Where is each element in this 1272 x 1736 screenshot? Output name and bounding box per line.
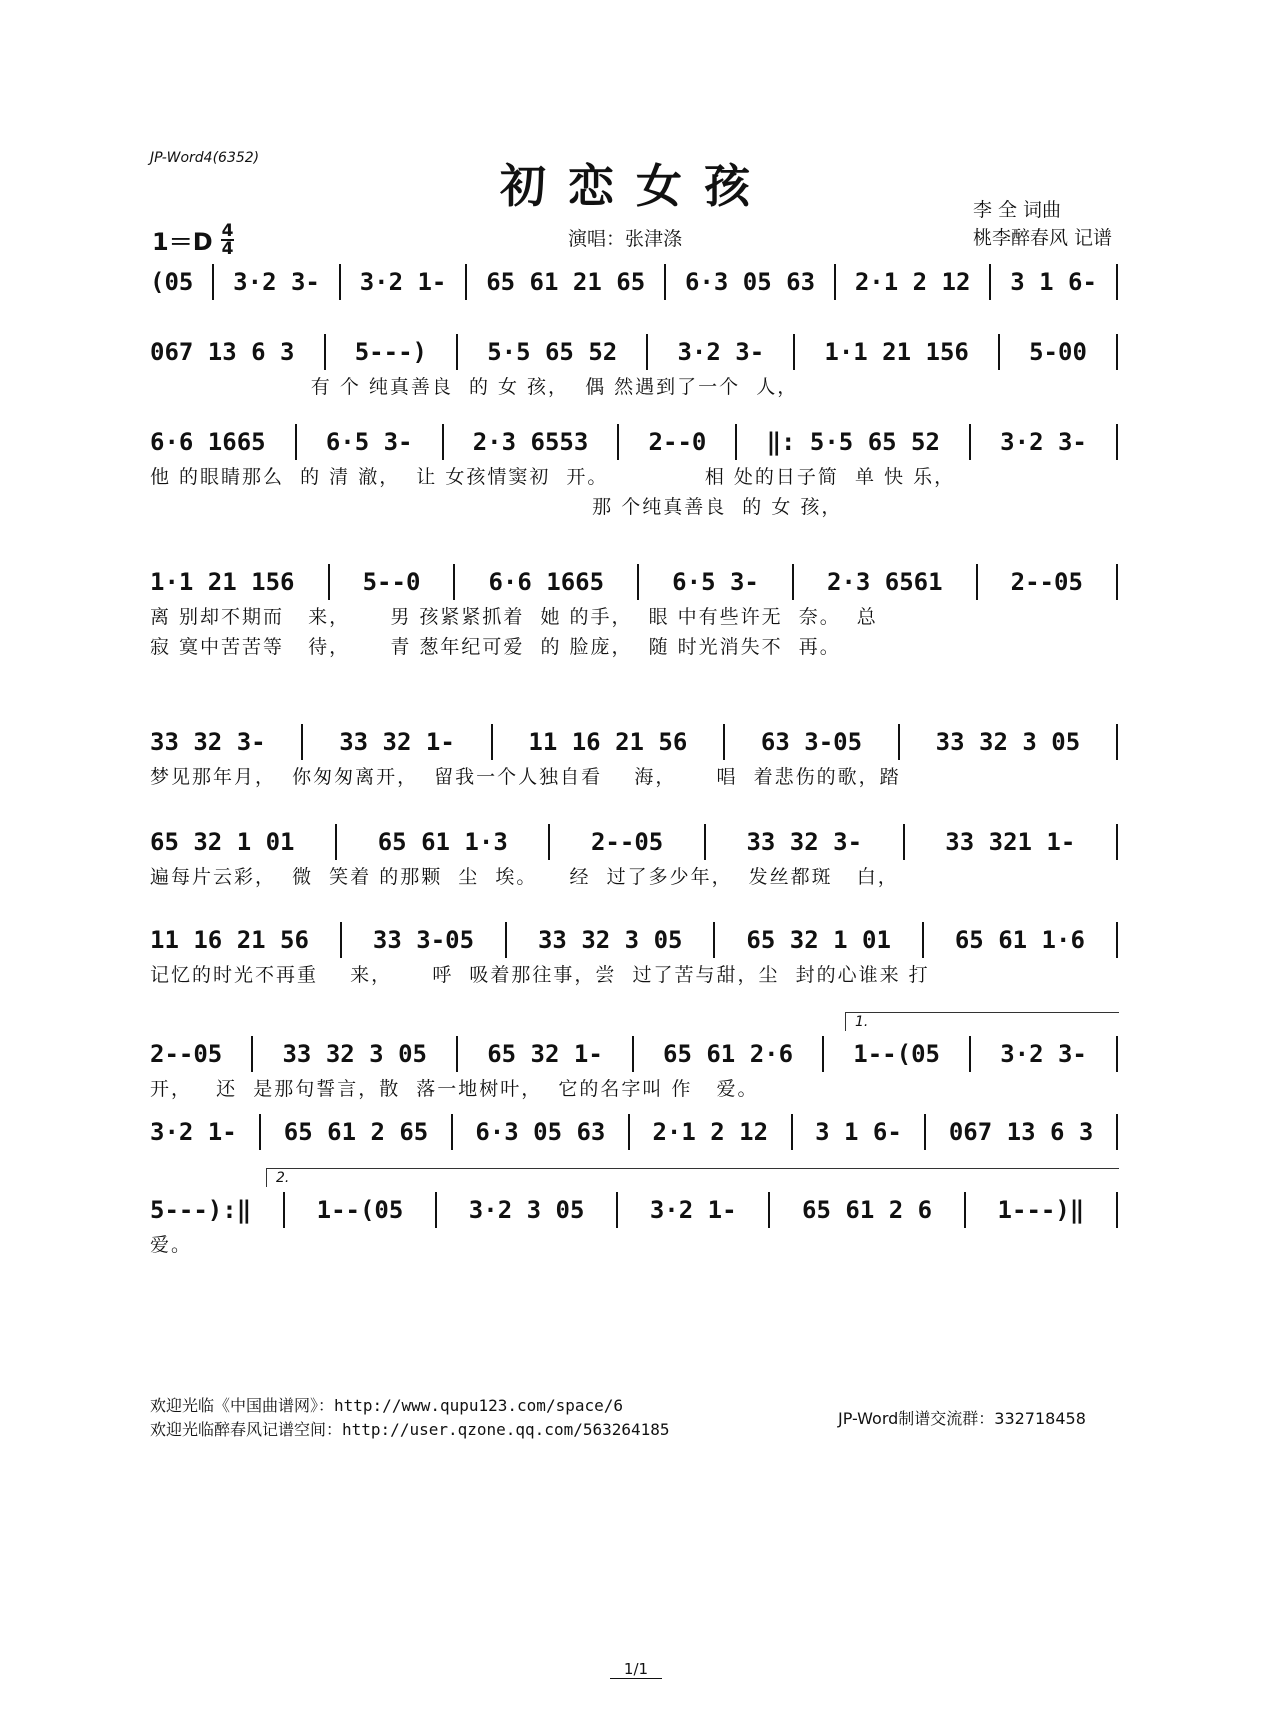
notes-row [150,722,1118,762]
measure: 2--05 [590,828,664,856]
footer-link-2 [150,1418,670,1442]
barline [1116,1192,1118,1228]
barline [1116,1036,1118,1072]
barline [465,264,467,300]
barline [768,1192,770,1228]
volta-label: 1. [855,1014,869,1030]
measure: 33 32 3- [150,728,266,756]
barline [617,424,619,460]
barline [1116,334,1118,370]
measure: (05 [150,268,194,296]
measure: 1--(05 [316,1196,404,1224]
barline [628,1114,630,1150]
measure: 6·3 05 63 [684,268,816,296]
measure: 2--0 [648,428,707,456]
measure: 3·2 3 05 [468,1196,585,1224]
measure: 067 13 6 3 [150,338,295,366]
lyric-line: 梦见那年月， 你匆匆离开， 留我一个人独自看 海， 唱 着悲伤的歌，踏 [150,766,901,788]
notes-row [150,422,1118,462]
measure: 3·2 1- [649,1196,737,1224]
barline [922,922,924,958]
barline [251,1036,253,1072]
measure: 65 61 2·6 [663,1040,794,1068]
score-system [150,822,1118,892]
score-system [150,262,1118,302]
barline [637,564,639,600]
footer-link-2-url[interactable]: http://user.qzone.qq.com/563264185 [342,1420,670,1439]
barline [723,724,725,760]
notes-row [150,1112,1118,1152]
measure: 65 32 1 01 [746,926,891,954]
notes-row [150,562,1118,602]
barline [442,424,444,460]
measure: 33 321 1- [945,828,1076,856]
song-title: 初恋女孩 [500,159,772,213]
footer-link-1-url[interactable]: http://www.qupu123.com/space/6 [334,1396,623,1415]
notes-row [150,1190,1118,1230]
barline [969,1036,971,1072]
measure: 1--(05 [853,1040,940,1068]
barline [1116,724,1118,760]
barline [491,724,493,760]
notes-row [150,262,1118,302]
barline [324,334,326,370]
measure: 65 61 2 6 [802,1196,933,1224]
credits-block [973,196,1112,252]
barline [822,1036,824,1072]
measure: 5--0 [362,568,421,596]
barline [792,564,794,600]
measure: 65 32 1- [487,1040,603,1068]
lyricist-composer: 李 全 词曲 [972,199,1062,221]
measure: 11 16 21 56 [528,728,688,756]
measure: ‖: 5·5 65 52 [766,428,940,456]
time-signature [221,220,235,259]
lyric-line: 他 的眼睛那么 的 清 澈， 让 女孩情窦初 开。 相 处的日子简 单 快 乐， [150,466,956,488]
measure: 2·1 2 12 [854,268,971,296]
barline [989,264,991,300]
barline [1116,264,1118,300]
barline [283,1192,285,1228]
barline [295,424,297,460]
barline [435,1192,437,1228]
score-system [150,332,1118,402]
barline [998,334,1000,370]
measure: 2·1 2 12 [652,1118,769,1146]
measure: 6·6 1665 [488,568,605,596]
barline [616,1192,618,1228]
barline [713,922,715,958]
lyric-line: 记忆的时光不再重 来， 呼 吸着那往事，尝 过了苦与甜，尘 封的心谁来 打 [150,964,930,986]
barline [451,1114,453,1150]
footer-link-2-label: 欢迎光临醉春风记谱空间： [150,1420,343,1439]
measure: 33 32 3 05 [935,728,1081,756]
barline [976,564,978,600]
measure: 1·1 21 156 [824,338,969,366]
measure: 2--05 [1010,568,1083,596]
lyric-line: 开， 还 是那句誓言，散 落一地树叶， 它的名字叫 作 爱。 [150,1078,759,1100]
measure: 3·2 1- [359,268,447,296]
measure: 33 3-05 [372,926,475,954]
key-signature [152,222,234,257]
time-denominator: 4 [221,238,234,259]
measure: 3·2 1- [150,1118,237,1146]
barline [969,424,971,460]
barline [704,824,706,860]
footer-link-1-label: 欢迎光临《中国曲谱网》： [150,1396,335,1415]
barline [548,824,550,860]
footer-link-1 [150,1394,670,1418]
notes-row [150,822,1118,862]
barline [1116,824,1118,860]
measure: 6·6 1665 [150,428,266,456]
barline [646,334,648,370]
notes-row [150,920,1118,960]
barline [453,564,455,600]
barline [1116,922,1118,958]
measure: 65 32 1 01 [150,828,295,856]
barline [1116,564,1118,600]
measure: 33 32 3 05 [282,1040,427,1068]
barline [964,1192,966,1228]
barline [1116,1114,1118,1150]
measure: 6·3 05 63 [475,1118,606,1146]
measure: 3·2 3- [1000,1040,1087,1068]
barline [456,1036,458,1072]
score-system [150,422,1118,522]
barline [793,334,795,370]
measure: 33 32 1- [339,728,455,756]
lyric-line: 那 个纯真善良 的 女 孩， [150,496,843,518]
lyric-line: 寂 寞中苦苦等 待， 青 葱年纪可爱 的 脸庞， 随 时光消失不 再。 [150,636,841,658]
transcriber: 桃李醉春风 记谱 [972,227,1112,249]
measure: 5---) [354,338,427,366]
barline [301,724,303,760]
measure: 2·3 6553 [472,428,589,456]
measure: 63 3-05 [760,728,863,756]
barline [1116,424,1118,460]
lyric-line: 爱。 [150,1234,193,1256]
lyric-line: 离 别却不期而 来， 男 孩紧紧抓着 她 的手， 眼 中有些许无 奈。 总 [150,606,878,628]
barline [212,264,214,300]
barline [791,1114,793,1150]
barline [505,922,507,958]
notes-row [150,1034,1118,1074]
score-system [150,722,1118,792]
score-system [150,920,1118,990]
key-label: 1＝D [152,228,213,256]
measure: 11 16 21 56 [150,926,309,954]
barline [898,724,900,760]
score-system [150,1112,1118,1152]
measure: 3·2 3- [1000,428,1087,456]
measure: 65 61 1·6 [954,926,1085,954]
barline [340,922,342,958]
measure: 3 1 6- [1010,268,1097,296]
volta-bracket [266,1168,1119,1187]
measure: 65 61 2 65 [283,1118,429,1146]
volta-bracket [845,1012,1119,1031]
score-system [150,1014,1118,1104]
barline [664,264,666,300]
lyric-line: 有 个 纯真善良 的 女 孩， 偶 然遇到了一个 人， [150,376,799,398]
score-system [150,1170,1118,1260]
edition-label: JP-Word4(6352) [150,150,260,166]
page-number [0,1660,1272,1678]
measure: 33 32 3- [746,828,863,856]
barline [335,824,337,860]
measure: 2·3 6561 [826,568,943,596]
measure: 2--05 [150,1040,223,1068]
measure: 1·1 21 156 [150,568,295,596]
measure: 65 61 1·3 [377,828,508,856]
barline [924,1114,926,1150]
barline [328,564,330,600]
volta-label: 2. [276,1170,290,1186]
measure: 1---)‖ [997,1196,1085,1224]
measure: 3 1 6- [815,1118,902,1146]
measure: 5---):‖ [150,1196,252,1224]
measure: 6·5 3- [325,428,413,456]
footer-links [150,1394,670,1442]
measure: 5-00 [1029,338,1087,366]
barline [834,264,836,300]
measure: 067 13 6 3 [948,1118,1094,1146]
time-numerator: 4 [221,220,234,241]
barline [735,424,737,460]
measure: 6·5 3- [672,568,759,596]
score-system [150,562,1118,662]
page-number-text: 1/1 [610,1660,662,1679]
notes-row [150,332,1118,372]
measure: 65 61 21 65 [486,268,646,296]
singer-credit: 演唱：张津涤 [568,228,683,250]
lyric-line: 遍每片云彩， 微 笑着 的那颗 尘 埃。 经 过了多少年， 发丝都斑 白， [150,866,899,888]
measure: 5·5 65 52 [487,338,618,366]
footer-group: JP-Word制谱交流群：332718458 [838,1409,1086,1428]
barline [259,1114,261,1150]
measure: 3·2 3- [677,338,765,366]
measure: 3·2 3- [233,268,320,296]
barline [339,264,341,300]
barline [903,824,905,860]
barline [456,334,458,370]
barline [632,1036,634,1072]
measure: 33 32 3 05 [537,926,683,954]
